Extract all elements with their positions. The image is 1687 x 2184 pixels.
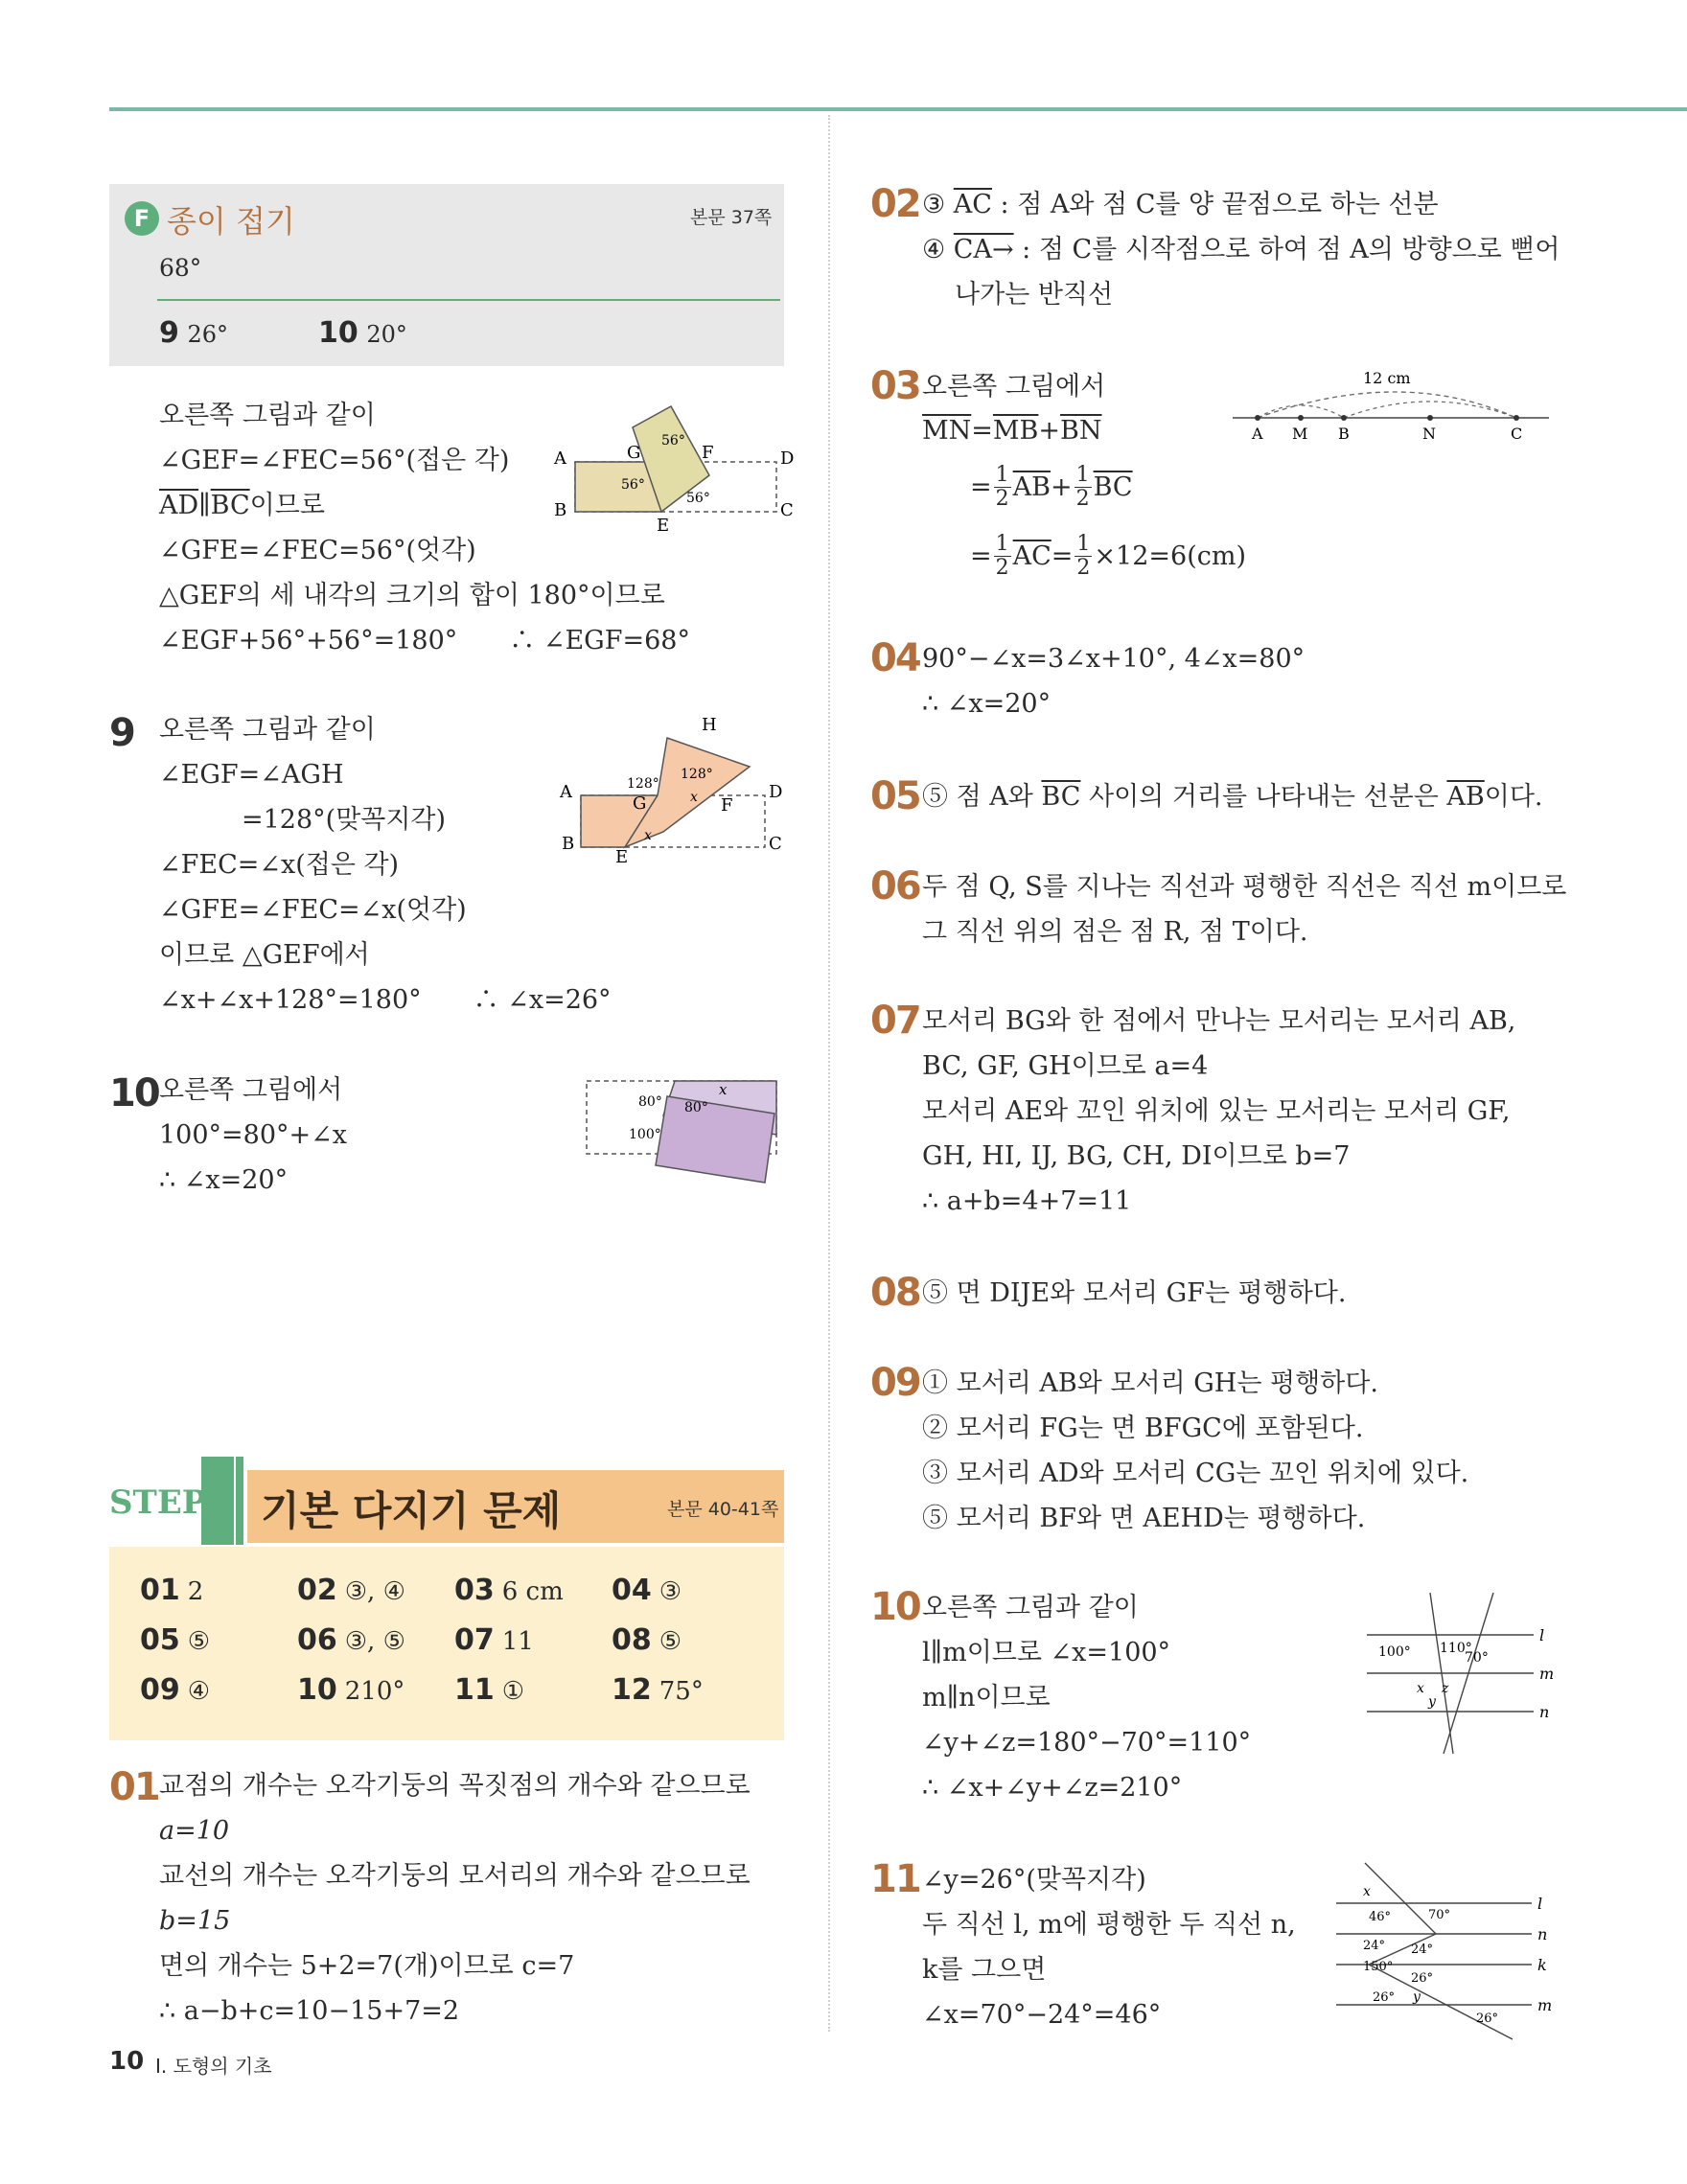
svg-text:E: E bbox=[615, 847, 629, 867]
answer-number: 04 bbox=[612, 1574, 652, 1607]
svg-text:C: C bbox=[769, 834, 782, 854]
solution-line: ∠FEC=∠x(접은 각) bbox=[159, 850, 400, 880]
step-title: 기본 다지기 문제 bbox=[261, 1487, 562, 1534]
svg-text:x: x bbox=[644, 828, 652, 843]
step-number-graphic bbox=[236, 1457, 243, 1545]
problem-number: 10 bbox=[109, 1071, 159, 1115]
svg-text:l: l bbox=[1539, 1626, 1545, 1644]
solution-line: 면의 개수는 5+2=7(개)이므로 c=7 bbox=[159, 1951, 575, 1981]
svg-text:26°: 26° bbox=[1476, 2012, 1499, 2026]
answer-number: 01 bbox=[140, 1574, 180, 1607]
answer-item bbox=[297, 1623, 405, 1657]
page-reference: 본문 40-41쪽 bbox=[667, 1499, 779, 1520]
answer-number: 11 bbox=[454, 1673, 495, 1707]
problem-number: 01 bbox=[109, 1765, 159, 1809]
solution-line: ∠y=26°(맞꼭지각) bbox=[922, 1865, 1146, 1895]
solution-line: ③ $\overline{AC}$ : 점 A와 점 C를 양 끝점으로 하는 선분 bbox=[922, 190, 1439, 219]
solution-line: 교선의 개수는 오각기둥의 모서리의 개수와 같으므로 bbox=[159, 1861, 751, 1891]
svg-text:F: F bbox=[702, 443, 714, 463]
answer-value: ① bbox=[501, 1677, 525, 1706]
solution-line: 모서리 AE와 꼬인 위치에 있는 모서리는 모서리 GF, bbox=[922, 1096, 1511, 1126]
answer-value: ④ bbox=[187, 1677, 211, 1706]
solution-line: 오른쪽 그림과 같이 bbox=[159, 401, 376, 430]
svg-text:80°: 80° bbox=[684, 1100, 708, 1115]
solution-line: 이므로 △GEF에서 bbox=[159, 940, 370, 970]
problem-number: 08 bbox=[870, 1271, 920, 1315]
svg-text:B: B bbox=[1338, 425, 1350, 443]
answer-item bbox=[140, 1673, 210, 1707]
solution-line: ∠y+∠z=180°−70°=110° bbox=[922, 1728, 1252, 1758]
solution-line: = $\frac{1}{2}$ $\overline{AC}$ = $\frac{1}{2}$ ×12=6(cm) bbox=[970, 532, 1246, 580]
folded-paper-figure-9 bbox=[552, 713, 792, 866]
svg-text:C: C bbox=[1511, 425, 1523, 443]
answer-number: 09 bbox=[140, 1673, 180, 1707]
svg-text:G: G bbox=[633, 793, 647, 814]
svg-text:56°: 56° bbox=[661, 433, 685, 448]
problem-number: 05 bbox=[870, 774, 920, 818]
solution-line: 오른쪽 그림에서 bbox=[159, 1075, 343, 1105]
svg-text:56°: 56° bbox=[621, 477, 645, 493]
line-segment-figure bbox=[1229, 366, 1555, 443]
svg-text:m: m bbox=[1539, 1665, 1555, 1683]
problem-number: 07 bbox=[870, 999, 920, 1043]
answer-item bbox=[454, 1673, 524, 1707]
svg-text:M: M bbox=[1292, 425, 1308, 443]
svg-text:C: C bbox=[780, 500, 794, 520]
svg-text:128°: 128° bbox=[681, 767, 713, 782]
answer-item bbox=[454, 1574, 564, 1607]
svg-text:150°: 150° bbox=[1363, 1960, 1394, 1974]
answer-value: 11 bbox=[501, 1627, 534, 1656]
problem-number: 03 bbox=[870, 364, 920, 408]
svg-text:z: z bbox=[1442, 1681, 1449, 1696]
solution-line: ∠GEF=∠FEC=56°(접은 각) bbox=[159, 446, 510, 475]
svg-text:80°: 80° bbox=[638, 1094, 662, 1110]
solution-line: 오른쪽 그림과 같이 bbox=[922, 1593, 1139, 1622]
svg-text:A: A bbox=[1252, 425, 1263, 443]
solution-line: a=10 bbox=[159, 1816, 230, 1846]
answer-9: 9 26° bbox=[159, 316, 229, 350]
solution-line: ∠x=70°−24°=46° bbox=[922, 2000, 1162, 2030]
answer-number: 08 bbox=[612, 1623, 652, 1657]
solution-line: 두 직선 l, m에 평행한 두 직선 n, bbox=[922, 1910, 1296, 1940]
svg-text:100°: 100° bbox=[1378, 1644, 1411, 1660]
svg-text:56°: 56° bbox=[686, 491, 710, 506]
answer-item bbox=[297, 1673, 404, 1707]
answer-grid bbox=[109, 1547, 784, 1740]
solution-line: ∴ ∠x=20° bbox=[159, 1165, 289, 1195]
problem-number: 10 bbox=[870, 1585, 920, 1629]
solution-line: ∴ a−b+c=10−15+7=2 bbox=[159, 1996, 460, 2026]
svg-text:n: n bbox=[1537, 1925, 1548, 1943]
svg-text:26°: 26° bbox=[1373, 1990, 1396, 2005]
answer-value: ③, ⑤ bbox=[344, 1627, 405, 1656]
section-title: 종이 접기 bbox=[167, 203, 295, 240]
solution-line: ∠x+∠x+128°=180° ∴ ∠x=26° bbox=[159, 985, 612, 1015]
svg-text:x: x bbox=[690, 790, 698, 805]
answer-item bbox=[297, 1574, 405, 1607]
solution-line: 오른쪽 그림과 같이 bbox=[159, 715, 376, 745]
svg-text:k: k bbox=[1537, 1956, 1547, 1974]
answer-item bbox=[612, 1623, 682, 1657]
solution-line: l∥m이므로 ∠x=100° bbox=[922, 1638, 1171, 1667]
problem-number: 02 bbox=[870, 182, 920, 226]
svg-text:24°: 24° bbox=[1363, 1939, 1386, 1953]
divider bbox=[157, 299, 780, 301]
svg-text:G: G bbox=[627, 443, 641, 463]
solution-line: 그 직선 위의 점은 점 R, 점 T이다. bbox=[922, 917, 1308, 947]
svg-text:24°: 24° bbox=[1411, 1943, 1434, 1957]
answer-value: ③, ④ bbox=[344, 1577, 405, 1606]
svg-text:A: A bbox=[554, 448, 566, 469]
svg-text:F: F bbox=[721, 795, 733, 816]
parallel-lines-figure bbox=[1361, 1585, 1562, 1758]
svg-text:D: D bbox=[780, 448, 795, 469]
answer-value: 6 cm bbox=[501, 1577, 564, 1606]
solution-line: m∥n이므로 bbox=[922, 1683, 1051, 1713]
answer-value: 75° bbox=[659, 1677, 704, 1706]
top-rule bbox=[109, 107, 1687, 111]
svg-text:70°: 70° bbox=[1428, 1908, 1451, 1922]
solution-line: ② 모서리 FG는 면 BFGC에 포함된다. bbox=[922, 1414, 1364, 1443]
solution-line: k를 그으면 bbox=[922, 1955, 1047, 1985]
solution-line: ④ CA→ : 점 C를 시작점으로 하여 점 A의 방향으로 뻗어 bbox=[922, 235, 1560, 264]
svg-text:12 cm: 12 cm bbox=[1363, 369, 1411, 387]
answer-value: ⑤ bbox=[659, 1627, 682, 1656]
svg-text:D: D bbox=[769, 782, 783, 802]
answer-number: 06 bbox=[297, 1623, 337, 1657]
svg-text:B: B bbox=[554, 500, 567, 520]
answer-number: 03 bbox=[454, 1574, 495, 1607]
solution-line: ∴ ∠x+∠y+∠z=210° bbox=[922, 1773, 1183, 1803]
svg-text:70°: 70° bbox=[1465, 1650, 1489, 1666]
answer-value: ⑤ bbox=[187, 1627, 211, 1656]
page-number: 10 bbox=[109, 2047, 145, 2076]
solution-line: ∠EGF+56°+56°=180° ∴ ∠EGF=68° bbox=[159, 626, 690, 655]
svg-text:x: x bbox=[719, 1081, 728, 1098]
solution-line: ∴ a+b=4+7=11 bbox=[922, 1186, 1132, 1216]
svg-text:l: l bbox=[1537, 1895, 1543, 1913]
solution-line: ∠GFE=∠FEC=∠x(엇각) bbox=[159, 895, 467, 925]
svg-text:H: H bbox=[702, 715, 717, 735]
answer-item bbox=[454, 1623, 534, 1657]
problem-number: 06 bbox=[870, 864, 920, 908]
solution-line: =128°(맞꼭지각) bbox=[242, 805, 447, 835]
step-label: STEP bbox=[109, 1483, 207, 1522]
answer-10: 10 20° bbox=[318, 316, 407, 350]
answer-main: 68° bbox=[159, 254, 202, 282]
solution-line: ③ 모서리 AD와 모서리 CG는 꼬인 위치에 있다. bbox=[922, 1459, 1469, 1488]
page-reference: 본문 37쪽 bbox=[690, 207, 773, 228]
solution-line: b=15 bbox=[159, 1906, 231, 1936]
svg-text:y: y bbox=[1413, 1989, 1421, 2005]
svg-text:x: x bbox=[1417, 1681, 1424, 1696]
solution-line: ⑤ 모서리 BF와 면 AEHD는 평행하다. bbox=[922, 1504, 1366, 1533]
problem-number: 09 bbox=[870, 1361, 920, 1405]
solution-line: 두 점 Q, S를 지나는 직선과 평행한 직선은 직선 m이므로 bbox=[922, 872, 1567, 902]
solution-line: $\overline{MN}=\overline{MB}+\overline{BN}$ bbox=[922, 416, 1102, 446]
svg-text:x: x bbox=[1363, 1884, 1371, 1899]
solution-line: BC, GF, GH이므로 a=4 bbox=[922, 1051, 1209, 1081]
answer-number: 10 bbox=[297, 1673, 337, 1707]
answer-number: 02 bbox=[297, 1574, 337, 1607]
answer-number: 05 bbox=[140, 1623, 180, 1657]
solution-line: 90°−∠x=3∠x+10°, 4∠x=80° bbox=[922, 644, 1306, 674]
solution-line: △GEF의 세 내각의 크기의 합이 180°이므로 bbox=[159, 581, 665, 610]
solution-line: ① 모서리 AB와 모서리 GH는 평행하다. bbox=[922, 1368, 1378, 1398]
folded-paper-figure-10 bbox=[583, 1073, 784, 1188]
problem-number: 9 bbox=[109, 711, 134, 755]
svg-text:B: B bbox=[562, 834, 575, 854]
svg-text:n: n bbox=[1539, 1703, 1550, 1721]
section-badge: F bbox=[125, 201, 159, 236]
svg-text:46°: 46° bbox=[1369, 1910, 1392, 1924]
solution-line: 나가는 반직선 bbox=[955, 280, 1114, 310]
solution-line: $\overline{AD}\parallel\overline{BC}$이므로 bbox=[159, 491, 325, 520]
solution-line: GH, HI, IJ, BG, CH, DI이므로 b=7 bbox=[922, 1141, 1351, 1171]
solution-line: 100°=80°+∠x bbox=[159, 1120, 347, 1150]
solution-line: 오른쪽 그림에서 bbox=[922, 372, 1106, 402]
solution-line: ⑤ 면 DIJE와 모서리 GF는 평행하다. bbox=[922, 1278, 1347, 1308]
parallel-lines-angle-figure bbox=[1330, 1857, 1570, 2049]
problem-number: 11 bbox=[870, 1857, 920, 1901]
column-divider bbox=[828, 115, 830, 2032]
answer-item bbox=[612, 1574, 682, 1607]
problem-number: 04 bbox=[870, 636, 920, 680]
svg-text:E: E bbox=[657, 516, 670, 536]
answer-number: 07 bbox=[454, 1623, 495, 1657]
answer-item bbox=[140, 1574, 203, 1607]
svg-text:128°: 128° bbox=[627, 776, 659, 792]
answer-value: 210° bbox=[344, 1677, 405, 1706]
answer-number: 12 bbox=[612, 1673, 652, 1707]
svg-text:N: N bbox=[1422, 425, 1436, 443]
solution-line: 모서리 BG와 한 점에서 만나는 모서리는 모서리 AB, bbox=[922, 1006, 1516, 1036]
svg-text:26°: 26° bbox=[1411, 1971, 1434, 1986]
svg-text:100°: 100° bbox=[629, 1127, 661, 1142]
answer-item bbox=[140, 1623, 210, 1657]
solution-line: ∠GFE=∠FEC=56°(엇각) bbox=[159, 536, 476, 565]
answer-item bbox=[612, 1673, 704, 1707]
solution-line: ∴ ∠x=20° bbox=[922, 689, 1051, 719]
svg-text:m: m bbox=[1537, 1996, 1553, 2014]
solution-line: ∠EGF=∠AGH bbox=[159, 760, 344, 790]
chapter-title: Ⅰ. 도형의 기초 bbox=[155, 2055, 272, 2078]
folded-paper-figure bbox=[548, 401, 795, 544]
solution-line: 교점의 개수는 오각기둥의 꼭짓점의 개수와 같으므로 bbox=[159, 1771, 751, 1801]
solution-line: ⑤ 점 A와 $\overline{BC}$ 사이의 거리를 나타내는 선분은 $\overline{AB}$이다. bbox=[922, 782, 1543, 812]
svg-text:A: A bbox=[560, 782, 572, 802]
answer-value: 2 bbox=[187, 1577, 204, 1606]
svg-text:y: y bbox=[1428, 1694, 1436, 1710]
solution-line: = $\frac{1}{2}$ $\overline{AB}$ + $\frac{1}{2}$ $\overline{BC}$ bbox=[970, 463, 1133, 511]
answer-value: ③ bbox=[659, 1577, 682, 1606]
svg-text:110°: 110° bbox=[1440, 1641, 1472, 1656]
